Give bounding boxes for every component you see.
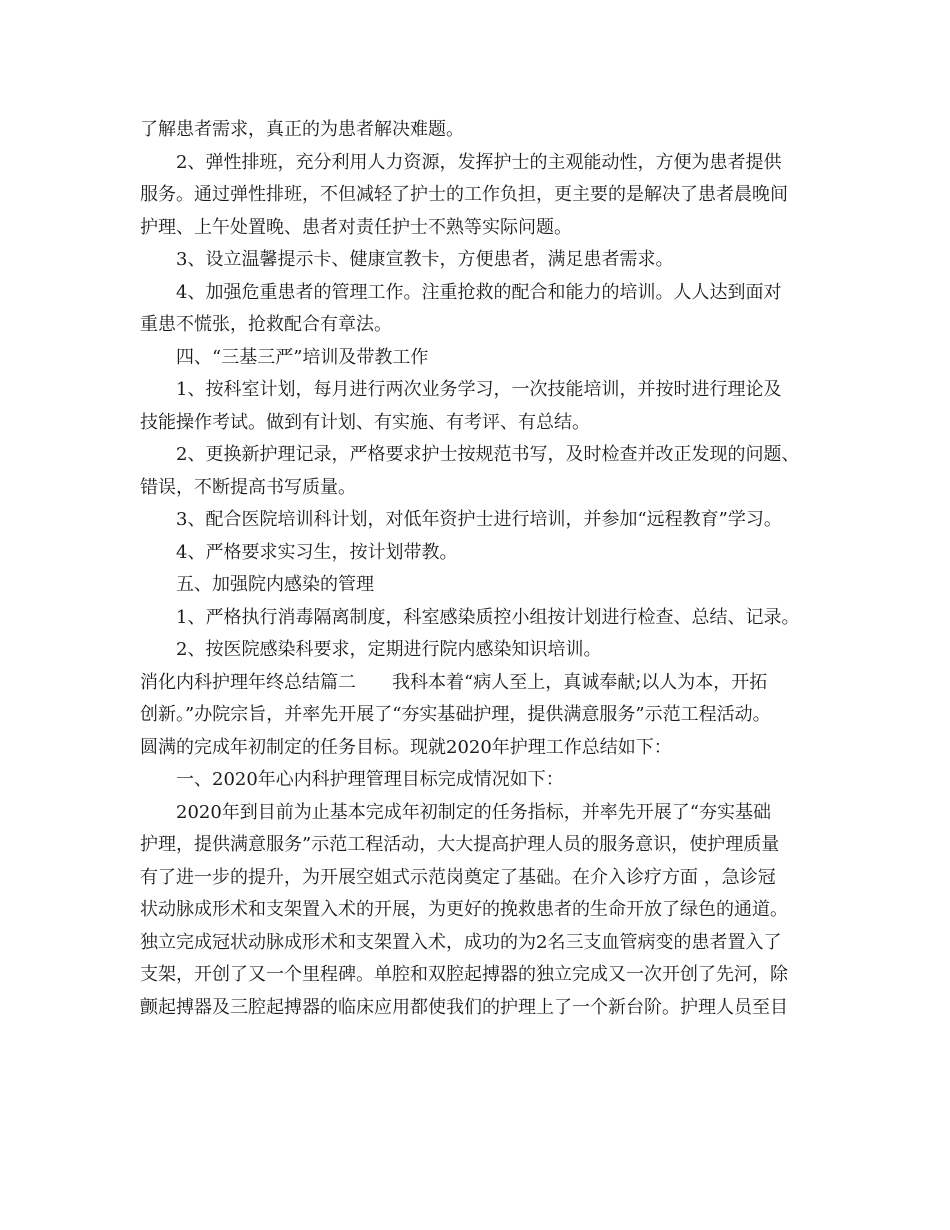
section-heading-one: 一、2020年心内科护理管理目标完成情况如下： xyxy=(176,769,564,790)
section-heading-five: 五、加强院内感染的管理 xyxy=(176,574,374,595)
document-body xyxy=(140,114,830,1024)
text-line: 服务。通过弹性排班，不但减轻了护士的工作负担，更主要的是解决了患者晨晚间 xyxy=(140,184,788,205)
text-line: 重患不慌张，抢救配合有章法。 xyxy=(140,314,392,335)
text-line: 有了进一步的提升，为开展空姐式示范岗奠定了基础。在介入诊疗方面 ，急诊冠 xyxy=(140,866,776,888)
text-line: 3、设立温馨提示卡、健康宣教卡，方便患者，满足患者需求。 xyxy=(176,249,674,270)
text-segment: 我科本着“病人至上，真诚奉献;以人为本，开拓 xyxy=(392,671,768,693)
text-line: 2、更换新护理记录，严格要求护士按规范书写，及时检查并改正发现的问题、 xyxy=(176,444,800,465)
text-line: 4、严格要求实习生，按计划带教。 xyxy=(176,541,458,563)
section-heading-four: 四、“三基三严”培训及带教工作 xyxy=(176,346,429,368)
text-line: 圆满的完成年初制定的任务目标。现就2020年护理工作总结如下： xyxy=(140,736,672,758)
text-line: 了解患者需求，真正的为患者解决难题。 xyxy=(140,119,464,140)
article-section-title: 消化内科护理年终总结篇二 xyxy=(140,671,356,693)
text-line: 1、按科室计划，每月进行两次业务学习，一次技能培训，并按时进行理论及 xyxy=(176,379,782,400)
text-line: 状动脉成形术和支架置入术的开展，为更好的挽救患者的生命开放了绿色的通道。 xyxy=(140,899,788,920)
text-line: 独立完成冠状动脉成形术和支架置入术，成功的为2名三支血管病变的患者置入了 xyxy=(140,931,782,953)
text-line: 支架，开创了又一个里程碑。单腔和双腔起搏器的独立完成又一次开创了先河，除 xyxy=(140,964,788,985)
text-line: 3、配合医院培训科计划，对低年资护士进行培训，并参加“远程教育”学习。 xyxy=(176,509,782,530)
text-line: 护理、上午处置晚、患者对责任护士不熟等实际问题。 xyxy=(140,216,572,238)
text-line: 技能操作考试。做到有计划、有实施、有考评、有总结。 xyxy=(140,411,590,433)
text-line: 护理，提供满意服务”示范工程活动，大大提高护理人员的服务意识，使护理质量 xyxy=(140,834,780,855)
text-line: 2、按医院感染科要求，定期进行院内感染知识培训。 xyxy=(176,639,602,660)
text-line: 2020年到目前为止基本完成年初制定的任务指标，并率先开展了“夯实基础 xyxy=(176,801,772,823)
text-line-with-heading xyxy=(140,667,830,700)
text-line: 2、弹性排班，充分利用人力资源，发挥护士的主观能动性，方便为患者提供 xyxy=(176,151,782,173)
text-line: 4、加强危重患者的管理工作。注重抢救的配合和能力的培训。人人达到面对 xyxy=(176,281,782,303)
text-line: 错误，不断提高书写质量。 xyxy=(140,476,356,498)
text-line: 创新。”办院宗旨，并率先开展了“夯实基础护理，提供满意服务”示范工程活动。 xyxy=(140,704,771,725)
text-line: 颤起搏器及三腔起搏器的临床应用都使我们的护理上了一个新台阶。护理人员至目 xyxy=(140,996,788,1018)
text-line: 1、严格执行消毒隔离制度，科室感染质控小组按计划进行检查、总结、记录。 xyxy=(176,606,800,628)
